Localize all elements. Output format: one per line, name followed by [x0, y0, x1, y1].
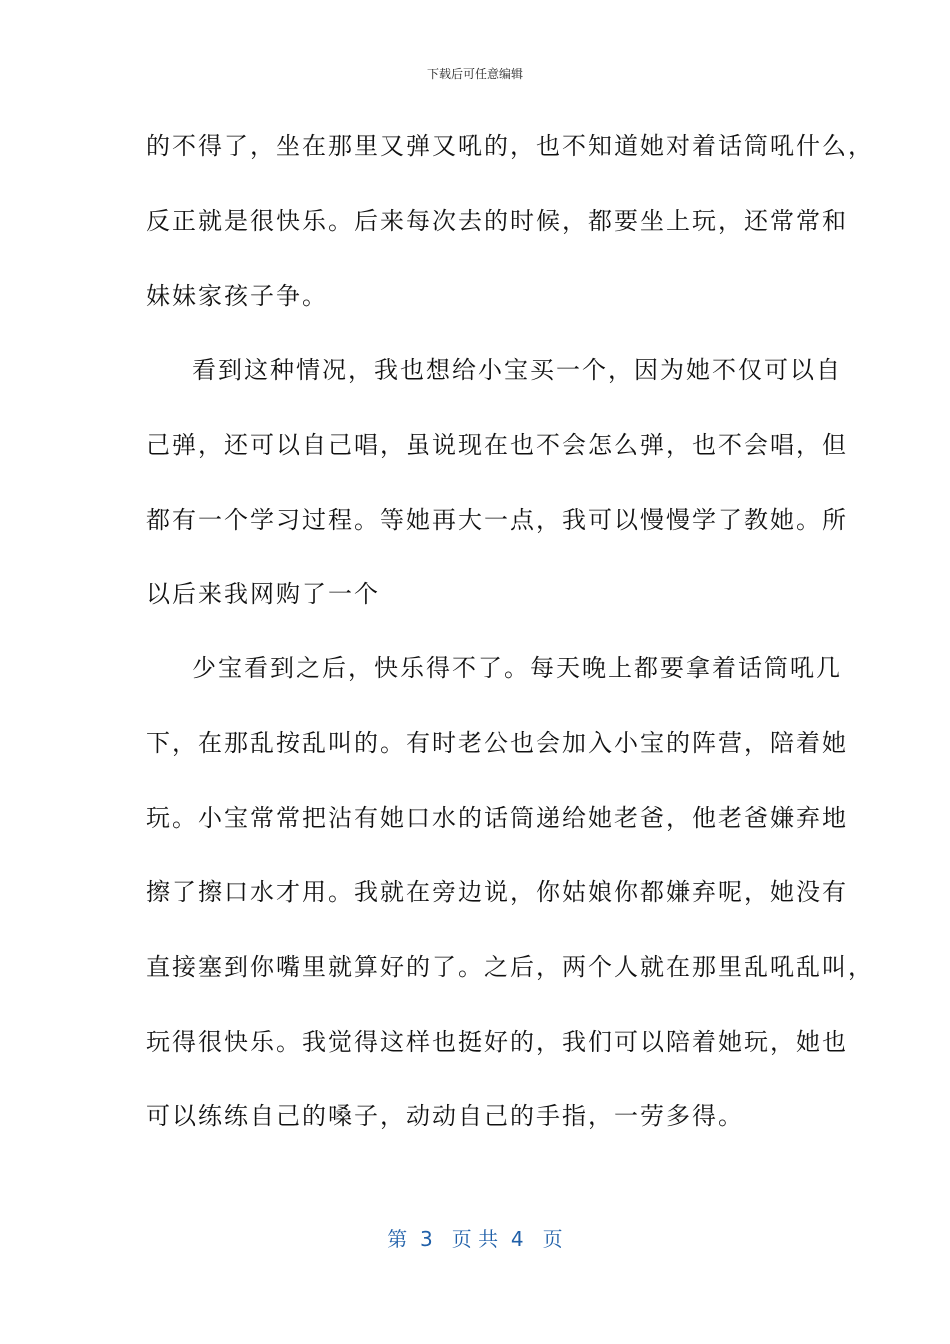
body-line-1: 的不得了，坐在那里又弹又吼的，也不知道她对着话筒吼什么， [146, 132, 874, 160]
body-line-11: 擦了擦口水才用。我就在旁边说，你姑娘你都嫌弃呢，她没有 [146, 878, 848, 906]
body-line-5: 己弹，还可以自己唱，虽说现在也不会怎么弹，也不会唱，但 [146, 431, 848, 459]
body-line-4: 看到这种情况，我也想给小宝买一个，因为她不仅可以自 [192, 356, 842, 384]
body-line-9: 下，在那乱按乱叫的。有时老公也会加入小宝的阵营，陪着她 [146, 729, 848, 757]
body-line-7: 以后来我网购了一个 [146, 580, 380, 608]
body-line-14: 可以练练自己的嗓子，动动自己的手指，一劳多得。 [146, 1102, 744, 1130]
body-line-13: 玩得很快乐。我觉得这样也挺好的，我们可以陪着她玩，她也 [146, 1028, 848, 1056]
body-line-10: 玩。小宝常常把沾有她口水的话筒递给她老爸，他老爸嫌弃地 [146, 804, 848, 832]
body-line-3: 妹妹家孩子争。 [146, 282, 328, 310]
header-note: 下载后可任意编辑 [426, 67, 523, 81]
body-line-6: 都有一个学习过程。等她再大一点，我可以慢慢学了教她。所 [146, 506, 848, 534]
body-line-8: 少宝看到之后，快乐得不了。每天晚上都要拿着话筒吼几 [192, 654, 842, 682]
page-number-footer: 第 3 页 共 4 页 [387, 1227, 563, 1251]
body-line-2: 反正就是很快乐。后来每次去的时候，都要坐上玩，还常常和 [146, 207, 848, 235]
body-line-12: 直接塞到你嘴里就算好的了。之后，两个人就在那里乱吼乱叫， [146, 953, 874, 981]
